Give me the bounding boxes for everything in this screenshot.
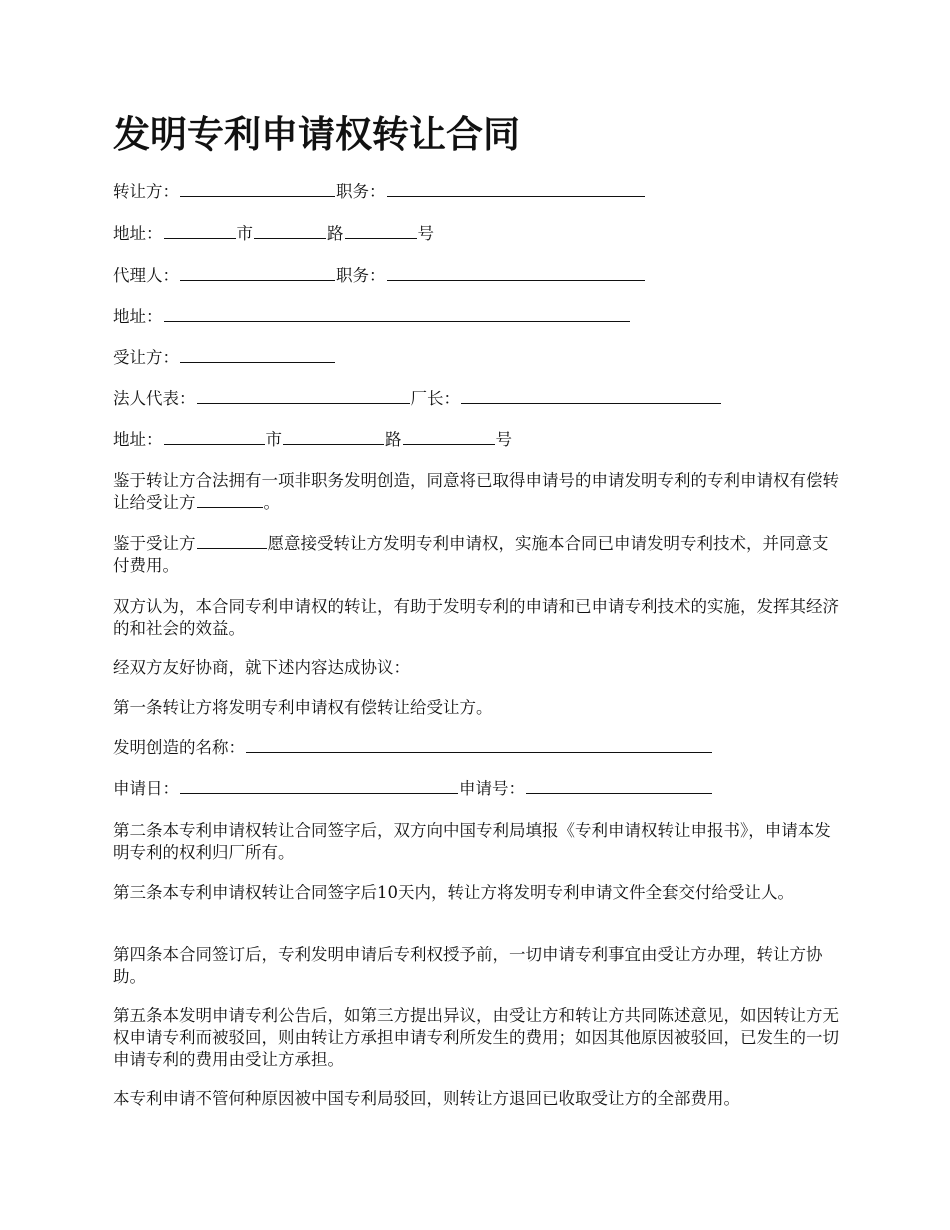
application-date-label: 申请日：	[113, 779, 179, 798]
paragraph-recital-1	[113, 470, 843, 514]
factory-director-label: 厂长：	[410, 389, 460, 408]
position-label: 职务：	[336, 266, 386, 285]
position-blank[interactable]	[387, 181, 645, 197]
number-label: 号	[495, 430, 512, 449]
agent-label: 代理人：	[113, 266, 179, 285]
address-label: 地址：	[113, 224, 163, 243]
number-label: 号	[417, 224, 434, 243]
application-no-blank[interactable]	[526, 778, 712, 794]
application-date-blank[interactable]	[180, 778, 458, 794]
transferee-line	[113, 346, 336, 369]
article-3: 第三条本专利申请权转让合同签字后10天内，转让方将发明专利申请文件全套交付给受让人。	[113, 883, 794, 902]
application-line	[113, 777, 713, 800]
agent-address-blank[interactable]	[164, 306, 630, 322]
position-label: 职务：	[336, 182, 386, 201]
recital-1-blank[interactable]	[197, 492, 263, 508]
legal-rep-blank[interactable]	[197, 388, 410, 404]
address-label: 地址：	[113, 307, 163, 326]
article-4: 第四条本合同签订后，专利发明申请后专利权授予前，一切申请专利事宜由受让方办理，转让方协助。	[113, 945, 823, 986]
address-label: 地址：	[113, 430, 163, 449]
city-label: 市	[265, 430, 282, 449]
recital-1-text: 鉴于转让方合法拥有一项非职务发明创造，同意将已取得申请号的申请发明专利的专利申请权有偿转让给受让方	[113, 471, 839, 512]
road-label: 路	[327, 224, 344, 243]
factory-director-blank[interactable]	[461, 388, 721, 404]
city-label: 市	[236, 224, 253, 243]
article-5: 第五条本发明申请专利公告后，如第三方提出异议，由受让方和转让方共同陈述意见，如因转让方无权申请专利而被驳回，则由转让方承担申请专利所发生的费用；如因其他原因被驳回，已发生的一切申请专利的费用由受让方承担。	[113, 1006, 839, 1069]
recital-2-text-b: 愿意接受转让方发明专利申请权，实施本合同已申请发明专利技术，并同意支付费用。	[113, 534, 829, 575]
transferee-blank[interactable]	[180, 347, 335, 363]
city-blank[interactable]	[164, 223, 236, 239]
number-blank[interactable]	[403, 429, 495, 445]
invention-name-label: 发明创造的名称：	[113, 738, 245, 757]
article-2: 第二条本专利申请权转让合同签字后，双方向中国专利局填报《专利申请权转让申报书》，申请本发明专利的权利归厂所有。	[113, 821, 831, 862]
number-blank[interactable]	[345, 223, 417, 239]
paragraph-recital-2	[113, 533, 843, 577]
refund-clause: 本专利申请不管何种原因被中国专利局驳回，则转让方退回已收取受让方的全部费用。	[113, 1089, 740, 1108]
invention-name-blank[interactable]	[246, 737, 712, 753]
application-no-label: 申请号：	[459, 779, 525, 798]
transferor-address-line	[113, 222, 434, 245]
transferor-blank[interactable]	[180, 181, 335, 197]
agent-line	[113, 264, 646, 287]
agent-address-line	[113, 305, 631, 328]
document-title: 发明专利申请权转让合同	[113, 113, 520, 156]
road-blank[interactable]	[283, 429, 384, 445]
paragraph-agreement-intro: 经双方友好协商，就下述内容达成协议：	[113, 658, 410, 677]
transferee-label: 受让方：	[113, 348, 179, 367]
road-blank[interactable]	[254, 223, 326, 239]
agent-blank[interactable]	[180, 265, 335, 281]
paragraph-recital-3: 双方认为，本合同专利申请权的转让，有助于发明专利的申请和已申请专利技术的实施，发挥其经济的和社会的效益。	[113, 597, 839, 638]
legal-rep-line	[113, 387, 722, 410]
legal-rep-label: 法人代表：	[113, 389, 196, 408]
transferor-label: 转让方：	[113, 182, 179, 201]
road-label: 路	[385, 430, 402, 449]
transferor-line	[113, 180, 646, 203]
invention-name-line	[113, 736, 713, 759]
agent-position-blank[interactable]	[387, 265, 645, 281]
recital-1-end: 。	[263, 493, 280, 512]
transferee-address-line	[113, 428, 512, 451]
article-1: 第一条转让方将发明专利申请权有偿转让给受让方。	[113, 698, 493, 717]
recital-2-blank[interactable]	[197, 533, 267, 549]
recital-2-text-a: 鉴于受让方	[113, 534, 196, 553]
city-blank[interactable]	[164, 429, 265, 445]
